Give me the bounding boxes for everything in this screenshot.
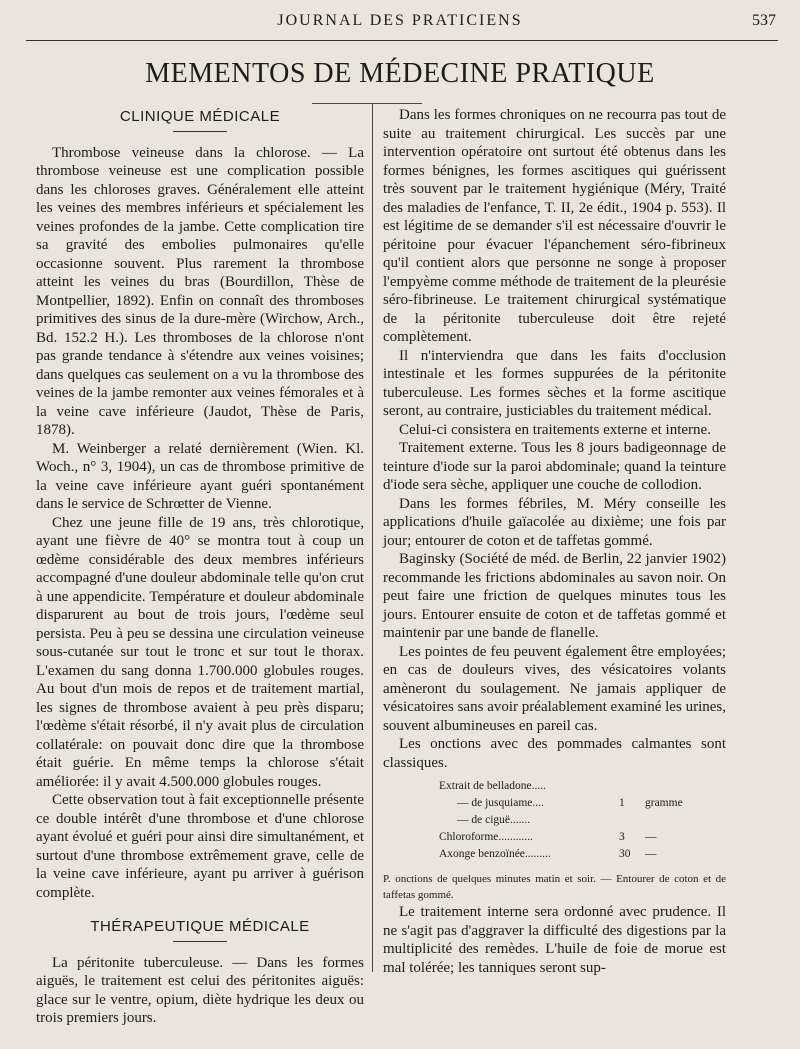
paragraph: M. Weinberger a relaté dernièrement (Wien. Kl. Woch., n° 3, 1904), un cas de thrombose primitive de la veine cave inférieure ayant guéri spontanément dans le service de Schrœtter de Vienne. [36,440,364,512]
paragraph: Dans les formes fébriles, M. Méry conseille les applications d'huile gaïacolée au dixième; une fois par jour; entourer de coton et de taffetas gommé. [383,495,726,549]
section-title-therapeutique: THÉRAPEUTIQUE MÉDICALE [90,918,310,935]
paragraph: Traitement externe. Tous les 8 jours badigeonnage de teinture d'iode sur la paroi abdominale; quand la teinture d'iode sera sèche, appliquer une couche de collodion. [383,440,726,493]
unit: — [645,848,657,860]
paragraph: Celui-ci consistera en traitements externe et interne. [399,421,711,438]
paragraph: Le traitement interne sera ordonné avec prudence. Il ne s'agit pas d'aggraver la difficulté des digestions par la multiplicité des remèdes. L'huile de foie de morue est mal tolérée; les tanniques seront sup- [383,904,726,976]
paragraph: Il n'interviendra que dans les faits d'occlusion intestinale et les formes suppurées de la péritonite tuberculeuse. Les formes sèches et la forme ascitique seront, au contraire, justiciables du traitement médical. [383,347,726,419]
paragraph: Chez une jeune fille de 19 ans, très chlorotique, ayant une fièvre de 40° se montra tout à coup un œdème considérable des deux membres inférieurs accompagné d'une douleur abdominale telle qu'on crut à une appendicite. Température et douleur abdominale disparurent au bout de trois jours, l'œdème seul persista. Peu à peu se dessina une circulation veineuse sous-cutanée sur tout le tronc et sur tout le thorax. L'examen du sang donna 1.700.000 globules rouges. Au bout d'un mois de repos et de traitement martial, les signes de thrombose avaient à peu près disparu; l'œdème s'était résorbé, il n'y avait plus de circulation collatérale: on pouvait donc dire que la thrombose était guérie. En même temps la chlorose s'était améliorée: il y avait 4.500.000 globules rouges. [36,514,364,790]
ingredient: — de ciguë....... [457,814,531,826]
prescription-row [383,812,726,829]
ingredient: Axonge benzoïnée......... [439,848,551,860]
prescription-row [383,778,726,795]
prescription-note: P. onctions de quelques minutes matin et soir. — Entourer de coton et de taffetas gommé. [383,873,726,901]
paragraph: Les pointes de feu peuvent également être employées; en cas de douleurs vives, des vésicatoires volants amèneront du soulagement. Ne jamais appliquer de vésicatoires sans avoir préalablement examiné les urines, souvent albumineuses en pareil cas. [383,643,726,734]
left-column [36,106,364,1028]
paragraph: Baginsky (Société de méd. de Berlin, 22 janvier 1902) recommande les frictions abdominales au savon noir. On peut faire une friction de quelques minutes tous les jours. Entourer ensuite de coton et de taffetas gommé et maintenir par une bande de flanelle. [383,551,726,641]
paragraph: Thrombose veineuse dans la chlorose. — La thrombose veineuse est une complication possible dans les chloroses graves. Généralement elle atteint les veines des membres inférieurs et spécialement les veines profondes de la jambe. Cette complication tire sa gravité des embolies pulmonaires qu'elle occasionne souvent. Plus rarement la thrombose atteint les veines du bras (Bourdillon, Thèse de Montpellier, 1892). Enfin on connaît des thromboses primitives des sinus de la dure-mère (Wirchow, Arch., Bd. 152.2 H.). Les thromboses de la chlorose n'ont pas grande tendance à s'étendre aux veines voisines; dans quelques cas seulement on a vu la thrombose des veines de la jambe remonter aux veines fémorales et à la veine cave inférieure (Jaudot, Thèse de Paris, 1878). [36,144,364,438]
prescription-row [383,829,726,846]
running-header: JOURNAL DES PRATICIENS [277,12,523,29]
header-rule [26,40,778,41]
ingredient: — de jusquiame.... [457,797,544,809]
title-rule [312,103,422,104]
section-title-clinique: CLINIQUE MÉDICALE [119,108,281,125]
page-number: 537 [752,12,776,29]
paragraph: La péritonite tuberculeuse. — Dans les formes aiguës, le traitement est celui des péritonites aiguës: glace sur le ventre, opium, diète hydrique les deux ou trois premiers jours. [36,954,364,1026]
quantity: 1 [619,797,625,809]
section-rule [173,941,227,942]
page-title: MEMENTOS DE MÉDECINE PRATIQUE [145,58,655,89]
prescription-row [383,846,726,863]
prescription [383,778,726,863]
quantity: 3 [619,831,625,843]
right-column [383,106,726,977]
quantity: 30 [619,848,631,860]
section-rule [173,131,227,132]
column-divider [372,104,373,972]
paragraph: Dans les formes chroniques on ne recourra pas tout de suite au traitement chirurgical. Les succès par une intervention opératoire ont surtout été obtenus dans les formes bénignes, les formes ascitiques qui guérissent très souvent par le traitement hygiénique (Méry, Traité des maladies de l'enfance, T. II, 2e édit., 1904 p. 553). Il est légitime de se demander s'il est nécessaire d'ouvrir le péritoine pour évacuer l'épanchement séro-fibrineux qu'il contient alors que personne ne songe à proposer l'empyème comme méthode de traitement de la pleurésie séro-fibrineuse. Le traitement chirurgical systématique de la péritonite tuberculeuse doit être rejeté complètement. [383,107,726,345]
unit: gramme [645,797,683,809]
ingredient: Chloroforme............ [439,831,533,843]
paragraph: Cette observation tout à fait exceptionnelle présente ce double intérêt d'une thrombose et d'une chlorose ayant évolué et guéri pour ainsi dire simultanément, et surtout d'une thrombose extrêmement grave, celle de la veine cave inférieure, ayant pu arriver à guérison complète. [36,792,364,901]
paragraph: Les onctions avec des pommades calmantes sont classiques. [383,736,726,771]
unit: — [645,831,657,843]
ingredient: Extrait de belladone..... [439,780,546,792]
prescription-row [383,795,726,812]
